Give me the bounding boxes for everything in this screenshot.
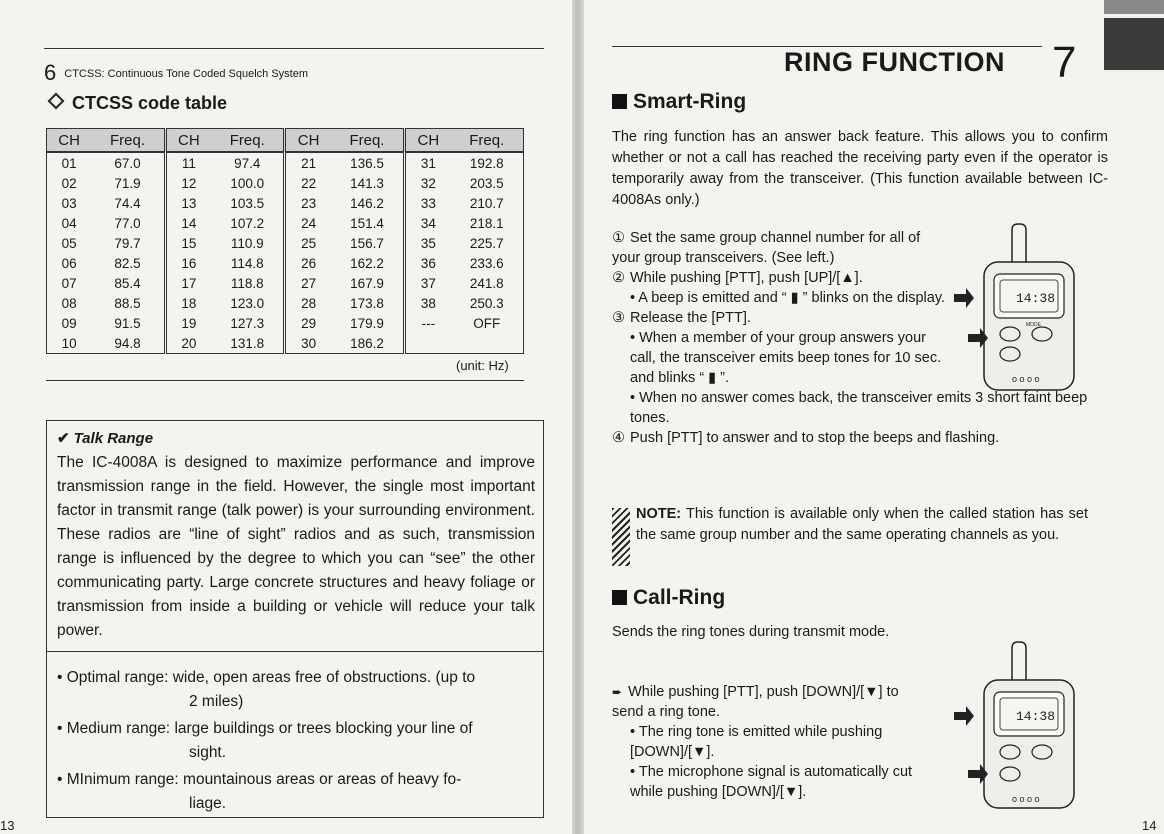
cell-frequency: 103.5 bbox=[230, 195, 265, 211]
check-icon: ✔ bbox=[57, 430, 70, 447]
cell-channel: 12 bbox=[165, 173, 211, 193]
call-ring-instruction bbox=[612, 682, 932, 802]
column-header-ch: CH bbox=[47, 129, 92, 153]
header-subtitle: CTCSS: Continuous Tone Coded Squelch System bbox=[64, 68, 309, 80]
cell-frequency: 131.8 bbox=[230, 335, 265, 351]
range-desc: wide, open areas free of obstructions. (up to bbox=[172, 669, 476, 686]
cell-channel: 04 bbox=[61, 215, 77, 231]
ctcss-code-table bbox=[46, 128, 524, 354]
cell-channel: 30 bbox=[285, 333, 331, 354]
square-bullet-icon bbox=[612, 94, 627, 109]
page-title: RING FUNCTION bbox=[784, 47, 1005, 77]
cell-frequency: 173.8 bbox=[350, 295, 384, 311]
cell-frequency: 192.8 bbox=[469, 155, 504, 171]
cell-frequency: 127.3 bbox=[230, 315, 265, 331]
table-row bbox=[47, 173, 524, 193]
cell-channel: 28 bbox=[285, 293, 331, 313]
cell-frequency: 162.2 bbox=[350, 255, 384, 271]
step-number: ① bbox=[612, 230, 625, 246]
svg-text:o o o o: o o o o bbox=[1012, 794, 1040, 804]
cell-channel: 27 bbox=[285, 273, 331, 293]
cell-channel: 26 bbox=[285, 253, 331, 273]
table-row bbox=[47, 313, 524, 333]
note-text bbox=[612, 504, 1088, 546]
cell-channel bbox=[405, 333, 451, 354]
table-unit: (unit: Hz) bbox=[456, 358, 509, 373]
smart-ring-heading-text: Smart-Ring bbox=[633, 90, 747, 113]
cell-channel: 21 bbox=[285, 152, 331, 173]
cell-channel: 15 bbox=[165, 233, 211, 253]
cell-frequency: 210.7 bbox=[469, 195, 504, 211]
cell-channel: 35 bbox=[405, 233, 451, 253]
call-ring-instruction-text: While pushing [PTT], push [DOWN]/[▼] to send a ring tone. bbox=[612, 684, 899, 720]
cell-frequency: 186.2 bbox=[350, 335, 384, 351]
range-label: • MInimum range: bbox=[57, 771, 179, 788]
cell-frequency: 77.0 bbox=[114, 215, 141, 231]
cell-frequency bbox=[450, 333, 523, 354]
call-ring-intro: Sends the ring tones during transmit mode. bbox=[612, 624, 890, 640]
header-rule bbox=[44, 48, 544, 49]
note-body: This function is available only when the called station has set the same group number and the same operating channels as you. bbox=[636, 506, 1088, 543]
cell-channel: 08 bbox=[61, 295, 77, 311]
cell-frequency: 91.5 bbox=[114, 315, 141, 331]
svg-text:o o o o: o o o o bbox=[1012, 374, 1040, 384]
cell-frequency: 67.0 bbox=[114, 155, 141, 171]
step-3-bullet-2: • When no answer comes back, the transceiver emits 3 short faint beep tones. bbox=[630, 390, 1088, 426]
cell-frequency: 179.9 bbox=[350, 315, 384, 331]
cell-channel: 23 bbox=[285, 193, 331, 213]
right-page-number: 14 bbox=[1142, 818, 1157, 833]
square-bullet-icon bbox=[612, 590, 627, 605]
arrow-pointer-icon bbox=[954, 706, 974, 726]
note-box bbox=[612, 504, 1088, 546]
cell-channel: 37 bbox=[405, 273, 451, 293]
cell-channel: 24 bbox=[285, 213, 331, 233]
cell-frequency: 241.8 bbox=[469, 275, 504, 291]
talk-range-divider bbox=[47, 651, 543, 652]
range-desc-cont: sight. bbox=[189, 744, 227, 761]
range-desc: large buildings or trees blocking your line of bbox=[174, 720, 473, 737]
cell-frequency: 250.3 bbox=[469, 295, 504, 311]
table-row bbox=[47, 152, 524, 173]
cell-channel: 07 bbox=[61, 275, 77, 291]
arrow-right-icon: ➨ bbox=[612, 685, 623, 699]
table-title-text: CTCSS code table bbox=[72, 93, 228, 113]
step-3 bbox=[612, 308, 952, 328]
cell-channel: 14 bbox=[165, 213, 211, 233]
cell-frequency: 82.5 bbox=[114, 255, 141, 271]
talk-range-body: The IC-4008A is designed to maximize performance and improve transmission range in the field. However, the single most important factor in transmit range (talk power) is your surrounding environment. These radios are “line of sight” radios and as such, transmission range is influenced by the degree to which you can “see” the other communicating party. Large concrete structures and heavy foliage or transmission from inside a building or vehicle will reduce your talk power. bbox=[57, 454, 535, 639]
step-text: Set the same group channel number for all of your group transceivers. (See left.) bbox=[612, 230, 921, 266]
radio-illustration-1 bbox=[954, 222, 1114, 392]
column-header-ch: CH bbox=[285, 129, 331, 153]
table-row bbox=[47, 333, 524, 354]
cell-frequency: 71.9 bbox=[114, 175, 141, 191]
cell-frequency: 233.6 bbox=[469, 255, 504, 271]
note-hatch-icon bbox=[612, 508, 630, 566]
cell-frequency: 107.2 bbox=[230, 215, 265, 231]
cell-frequency: 225.7 bbox=[469, 235, 504, 251]
cell-frequency: 203.5 bbox=[469, 175, 504, 191]
cell-frequency: 146.2 bbox=[350, 195, 384, 211]
range-item-minimum bbox=[57, 768, 537, 816]
cell-channel: 31 bbox=[405, 152, 451, 173]
range-item-medium bbox=[57, 717, 537, 765]
step-1 bbox=[612, 228, 952, 268]
radio-illustration-2 bbox=[954, 640, 1114, 810]
cell-channel: 32 bbox=[405, 173, 451, 193]
cell-channel: 18 bbox=[165, 293, 211, 313]
cell-frequency: 97.4 bbox=[234, 155, 261, 171]
header-number: 6 bbox=[44, 60, 57, 85]
cell-channel: 13 bbox=[165, 193, 211, 213]
table-row bbox=[47, 193, 524, 213]
step-text: Release the [PTT]. bbox=[630, 310, 751, 326]
page-tab-upper bbox=[1104, 0, 1164, 14]
left-page bbox=[0, 0, 572, 834]
cell-channel: 01 bbox=[61, 155, 77, 171]
call-ring-bullet-2: • The microphone signal is automatically cut while pushing [DOWN]/[▼]. bbox=[630, 764, 913, 800]
table-title bbox=[46, 93, 227, 114]
talk-range-title-text: Talk Range bbox=[73, 430, 154, 447]
cell-channel: 09 bbox=[61, 315, 77, 331]
mode-label: MODE bbox=[1026, 322, 1041, 328]
step-text: While pushing [PTT], push [UP]/[▲]. bbox=[630, 270, 863, 286]
step-number: ② bbox=[612, 270, 625, 286]
right-page bbox=[584, 0, 1164, 834]
table-row bbox=[47, 233, 524, 253]
left-header bbox=[44, 60, 308, 86]
cell-frequency: 100.0 bbox=[230, 175, 265, 191]
cell-channel: 25 bbox=[285, 233, 331, 253]
cell-frequency: 123.0 bbox=[230, 295, 265, 311]
step-text: Push [PTT] to answer and to stop the beeps and flashing. bbox=[630, 430, 1000, 446]
cell-frequency: 94.8 bbox=[114, 335, 141, 351]
column-header-freq: Freq. bbox=[331, 129, 405, 153]
arrow-pointer-icon bbox=[954, 288, 974, 308]
table-row bbox=[47, 213, 524, 233]
talk-range-title bbox=[57, 429, 153, 447]
column-header-ch: CH bbox=[165, 129, 211, 153]
step-number: ④ bbox=[612, 430, 625, 446]
table-row bbox=[47, 293, 524, 313]
cell-frequency: 79.7 bbox=[114, 235, 141, 251]
cell-frequency: 141.3 bbox=[350, 175, 384, 191]
talk-range-box bbox=[46, 420, 544, 818]
cell-channel: 16 bbox=[165, 253, 211, 273]
cell-frequency: 218.1 bbox=[469, 215, 504, 231]
cell-frequency: 167.9 bbox=[350, 275, 384, 291]
call-ring-heading bbox=[612, 586, 725, 610]
step-number: ③ bbox=[612, 310, 625, 326]
cell-channel: 29 bbox=[285, 313, 331, 333]
step-2-bullet: • A beep is emitted and “ ▮ ” blinks on the display. bbox=[630, 290, 946, 306]
cell-frequency: 156.7 bbox=[350, 235, 384, 251]
cell-frequency: 136.5 bbox=[350, 155, 384, 171]
diamond-icon bbox=[48, 93, 65, 110]
table-bottom-rule bbox=[46, 380, 524, 381]
cell-frequency: 118.8 bbox=[230, 275, 264, 291]
cell-channel: 02 bbox=[61, 175, 77, 191]
left-page-number: 13 bbox=[0, 818, 15, 833]
cell-channel: 17 bbox=[165, 273, 211, 293]
cell-channel: 34 bbox=[405, 213, 451, 233]
radio-display-2: 14:38 bbox=[1016, 709, 1056, 724]
page-tab bbox=[1104, 18, 1164, 70]
smart-ring-heading bbox=[612, 90, 746, 114]
step-4 bbox=[612, 428, 1082, 448]
cell-frequency: 74.4 bbox=[114, 195, 141, 211]
range-label: • Optimal range: bbox=[57, 669, 169, 686]
cell-channel: 36 bbox=[405, 253, 451, 273]
cell-frequency: 88.5 bbox=[114, 295, 141, 311]
cell-channel: 06 bbox=[61, 255, 77, 271]
cell-frequency: 110.9 bbox=[230, 235, 264, 251]
cell-channel: 11 bbox=[165, 152, 211, 173]
range-desc-cont: liage. bbox=[189, 795, 227, 812]
call-ring-heading-text: Call-Ring bbox=[633, 586, 726, 609]
range-label: • Medium range: bbox=[57, 720, 171, 737]
column-header-freq: Freq. bbox=[91, 129, 165, 153]
radio-display-1: 14:38 bbox=[1016, 291, 1056, 306]
column-header-freq: Freq. bbox=[450, 129, 523, 153]
book-gutter bbox=[572, 0, 584, 834]
cell-channel: 20 bbox=[165, 333, 211, 354]
note-label: NOTE: bbox=[636, 506, 682, 522]
cell-channel: 03 bbox=[61, 195, 77, 211]
range-item-optimal bbox=[57, 666, 537, 714]
cell-frequency: 85.4 bbox=[114, 275, 141, 291]
column-header-freq: Freq. bbox=[211, 129, 285, 153]
column-header-ch: CH bbox=[405, 129, 451, 153]
cell-channel: 38 bbox=[405, 293, 451, 313]
chapter-number: 7 bbox=[1052, 38, 1077, 87]
step-2 bbox=[612, 268, 952, 288]
cell-channel: 05 bbox=[61, 235, 77, 251]
range-desc: mountainous areas or areas of heavy fo- bbox=[183, 771, 462, 788]
step-3-bullet-1: • When a member of your group answers your call, the transceiver emits beep tones for 10 sec. and blinks “ ▮ ”. bbox=[630, 330, 942, 386]
range-list bbox=[57, 666, 537, 819]
cell-channel: 22 bbox=[285, 173, 331, 193]
table-row bbox=[47, 253, 524, 273]
cell-frequency: 151.4 bbox=[350, 215, 384, 231]
cell-channel: 33 bbox=[405, 193, 451, 213]
smart-ring-intro: The ring function has an answer back feature. This allows you to confirm whether or not a call has reached the receiving party even if the operator is temporarily away from the transceiver. (This function available between IC-4008As only.) bbox=[612, 129, 1108, 208]
call-ring-bullet-1: • The ring tone is emitted while pushing [DOWN]/[▼]. bbox=[630, 724, 883, 760]
cell-frequency: OFF bbox=[473, 315, 501, 331]
table-row bbox=[47, 273, 524, 293]
cell-channel: 19 bbox=[165, 313, 211, 333]
cell-channel: --- bbox=[405, 313, 451, 333]
cell-frequency: 114.8 bbox=[230, 255, 264, 271]
range-desc-cont: 2 miles) bbox=[189, 693, 244, 710]
cell-channel: 10 bbox=[61, 335, 77, 351]
